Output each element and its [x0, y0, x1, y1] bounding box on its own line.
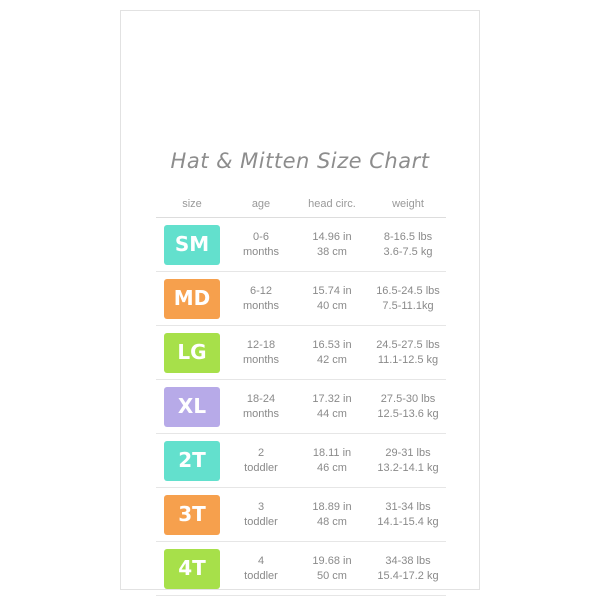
weight-cell-line: 27.5-30 lbs [380, 393, 436, 406]
weight-cell [370, 434, 446, 488]
age-cell-line: 18-24 [246, 393, 276, 406]
status-badge: 2T [164, 441, 220, 481]
age-cell [228, 326, 294, 380]
age-cell-line: months [242, 407, 280, 420]
head-circ-cell-line: 46 cm [317, 461, 347, 474]
size-badge-cell [156, 218, 228, 272]
age-cell-line: months [242, 353, 280, 366]
weight-cell-line: 13.2-14.1 kg [377, 461, 439, 474]
size-badge-cell [156, 488, 228, 542]
head-circ-cell-line: 18.11 in [312, 447, 352, 460]
head-circ-cell-line: 17.32 in [312, 393, 352, 406]
age-cell-line: 4 [257, 555, 265, 568]
status-badge: SM [164, 225, 220, 265]
age-cell-line: months [242, 245, 280, 258]
weight-cell-line: 7.5-11.1kg [382, 299, 434, 312]
table-row [156, 380, 446, 434]
column-header-size: size [156, 194, 228, 218]
age-cell [228, 542, 294, 596]
table-row [156, 542, 446, 596]
age-cell [228, 434, 294, 488]
size-chart-card [120, 10, 480, 590]
status-badge: LG [164, 333, 220, 373]
age-cell-line: toddler [244, 515, 278, 528]
head-circ-cell-line: 18.89 in [312, 501, 352, 514]
age-cell-line: 12-18 [246, 339, 276, 352]
age-cell-line: toddler [244, 461, 278, 474]
weight-cell-line: 3.6-7.5 kg [383, 245, 433, 258]
age-cell [228, 488, 294, 542]
table-row [156, 326, 446, 380]
page-title: Hat & Mitten Size Chart [170, 149, 430, 173]
weight-cell [370, 272, 446, 326]
head-circ-cell [294, 380, 370, 434]
weight-cell-line: 15.4-17.2 kg [377, 569, 439, 582]
weight-cell-line: 11.1-12.5 kg [377, 353, 439, 366]
status-badge: XL [164, 387, 220, 427]
head-circ-cell [294, 434, 370, 488]
head-circ-cell-line: 19.68 in [312, 555, 352, 568]
size-chart-table [156, 194, 446, 596]
size-badge-cell [156, 326, 228, 380]
weight-cell [370, 488, 446, 542]
weight-cell-line: 16.5-24.5 lbs [376, 285, 440, 298]
table-header [156, 194, 446, 218]
weight-cell [370, 380, 446, 434]
age-cell-line: 0-6 [253, 231, 269, 244]
size-badge-cell [156, 272, 228, 326]
head-circ-cell-line: 50 cm [317, 569, 347, 582]
age-cell-line: 6-12 [249, 285, 273, 298]
table-body [156, 218, 446, 596]
column-header-weight: weight [370, 194, 446, 218]
weight-cell-line: 8-16.5 lbs [383, 231, 433, 244]
weight-cell-line: 29-31 lbs [385, 447, 431, 460]
weight-cell [370, 326, 446, 380]
head-circ-cell-line: 14.96 in [312, 231, 352, 244]
table-row [156, 218, 446, 272]
age-cell-line: 2 [257, 447, 265, 460]
age-cell [228, 380, 294, 434]
age-cell-line: months [242, 299, 280, 312]
age-cell-line: toddler [244, 569, 278, 582]
head-circ-cell-line: 40 cm [317, 299, 347, 312]
size-badge-cell [156, 380, 228, 434]
table-header-row [156, 194, 446, 218]
head-circ-cell-line: 15.74 in [312, 285, 352, 298]
head-circ-cell [294, 218, 370, 272]
size-badge-cell [156, 434, 228, 488]
status-badge: 4T [164, 549, 220, 589]
head-circ-cell [294, 326, 370, 380]
weight-cell-line: 24.5-27.5 lbs [376, 339, 440, 352]
weight-cell [370, 218, 446, 272]
weight-cell-line: 34-38 lbs [385, 555, 431, 568]
table-row [156, 488, 446, 542]
weight-cell-line: 12.5-13.6 kg [377, 407, 439, 420]
age-cell-line: 3 [257, 501, 265, 514]
status-badge: MD [164, 279, 220, 319]
table-row [156, 272, 446, 326]
table-row [156, 434, 446, 488]
weight-cell-line: 14.1-15.4 kg [377, 515, 439, 528]
weight-cell [370, 542, 446, 596]
head-circ-cell-line: 44 cm [317, 407, 347, 420]
head-circ-cell-line: 38 cm [317, 245, 347, 258]
head-circ-cell [294, 488, 370, 542]
head-circ-cell [294, 272, 370, 326]
age-cell [228, 272, 294, 326]
column-header-head-circ: head circ. [294, 194, 370, 218]
column-header-age: age [228, 194, 294, 218]
status-badge: 3T [164, 495, 220, 535]
size-badge-cell [156, 542, 228, 596]
age-cell [228, 218, 294, 272]
head-circ-cell-line: 16.53 in [312, 339, 352, 352]
head-circ-cell-line: 48 cm [317, 515, 347, 528]
head-circ-cell [294, 542, 370, 596]
head-circ-cell-line: 42 cm [317, 353, 347, 366]
weight-cell-line: 31-34 lbs [385, 501, 431, 514]
